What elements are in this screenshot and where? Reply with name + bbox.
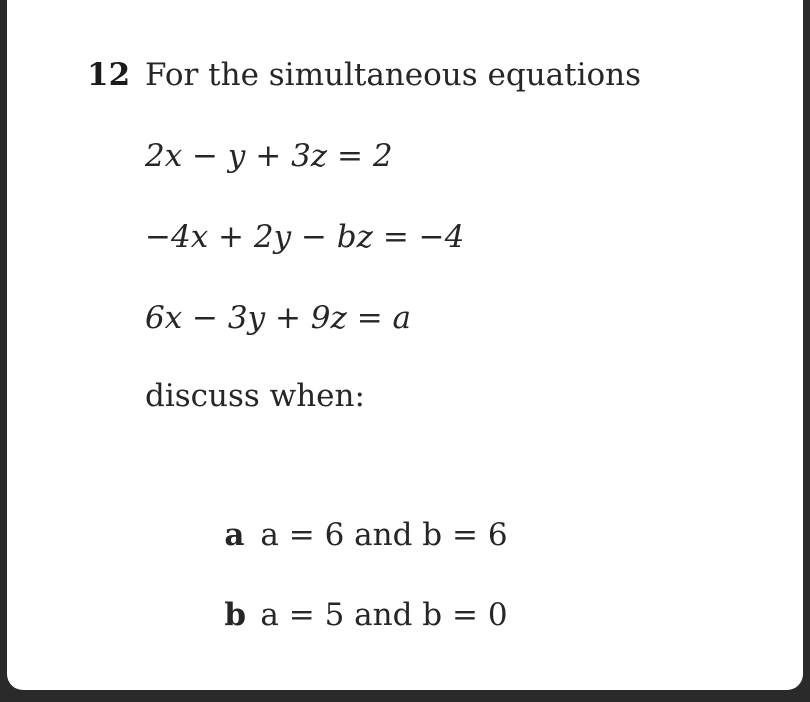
part-a-condition: a = 6 and b = 6 <box>260 517 508 553</box>
question-card <box>7 0 803 690</box>
part-b-label: b <box>224 597 247 633</box>
question-intro: For the simultaneous equations <box>145 57 642 93</box>
discuss-prompt: discuss when: <box>145 378 365 414</box>
equation-3: 6x − 3y + 9z = a <box>145 300 412 336</box>
part-b <box>185 561 508 669</box>
equation-2: −4x + 2y − bz = −4 <box>145 219 465 255</box>
part-a-label: a <box>224 517 245 553</box>
question-number: 12 <box>87 57 131 93</box>
equation-1: 2x − y + 3z = 2 <box>145 138 393 174</box>
part-b-condition: a = 5 and b = 0 <box>260 597 508 633</box>
